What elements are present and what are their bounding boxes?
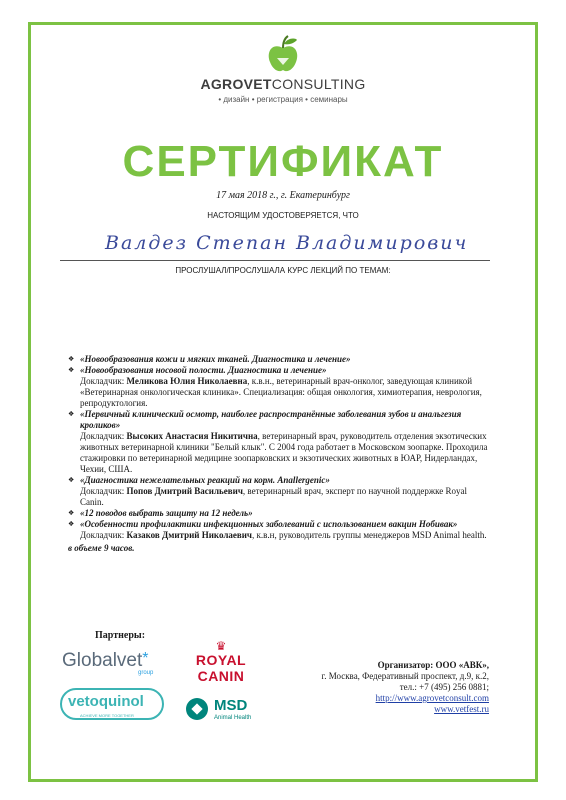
vetoquinol-logo: vetoquinol ACHIEVE MORE TOGETHER [60,688,165,724]
speaker-info: Докладчик: Попов Дмитрий Васильевич, ветеринарный врач, эксперт по научной поддержке Royal Canin. [80,486,468,507]
topic-item: ❖ «Новообразования носовой полости. Диагностика и лечение» [68,365,327,375]
bullet-icon: ❖ [68,476,75,484]
organizer-block [322,660,489,715]
globalvet-sub: group [138,670,154,676]
crown-icon: ♛ [215,639,227,653]
speaker-info: Докладчик: Меликова Юлия Николаевна, к.в.н., ветеринарный врач-онколог, заведующая клиникой «Ветеринарная онкологическая клиника». Специализация: общая онкология, химиотерапия, неврология, репродуктология. [80,376,482,408]
organizer-site-link[interactable]: http://www.agrovetconsult.com [375,693,489,703]
bullet-icon: ❖ [68,509,75,517]
topic-item: ❖ «Особенности профилактики инфекционных заболеваний с использованием вакцин Нобивак» [68,519,458,529]
msd-emblem-icon [186,698,208,720]
topic-item: ❖ «Диагностика нежелательных реакций на корм. Anallergenic» [68,475,330,485]
course-volume: в объеме 9 часов. [68,543,135,553]
globalvet-logo: Globalvet* [62,650,149,671]
bullet-icon: ❖ [68,355,75,363]
topic-item: ❖ «Первичный клинический осмотр, наиболее распространённые заболевания зубов и анальгезия кроликов» [68,409,462,430]
star-icon: * [142,650,149,667]
certificate-title: СЕРТИФИКАТ [122,137,444,186]
bullet-icon: ❖ [68,520,75,528]
speaker-info: Докладчик: Казаков Дмитрий Николаевич, к.в.н, руководитель группы менеджеров MSD Animal health. [80,530,487,540]
organizer-phone: тел.: +7 (495) 256 0881; [399,682,489,692]
certify-text: НАСТОЯЩИМ УДОСТОВЕРЯЕТСЯ, ЧТО [207,211,359,220]
topic-item: ❖ «12 поводов выбрать защиту на 12 недель» [68,508,253,518]
bullet-icon: ❖ [68,410,75,418]
brand-tagline: • дизайн • регистрация • семинары [218,95,348,104]
date-place: 17 мая 2018 г., г. Екатеринбург [216,190,350,201]
royal-canin-logo: ♛ ROYAL CANIN [176,640,266,684]
partners-label: Партнеры: [95,630,146,641]
vetfest-site-link[interactable]: www.vetfest.ru [434,704,489,714]
brand-name: AGROVETCONSULTING [200,76,366,92]
name-underline [60,260,490,261]
topic-item: ❖ «Новообразования кожи и мягких тканей. Диагностика и лечение» [68,354,351,364]
topics-list [68,354,488,563]
organizer-title: Организатор: ООО «АВК», [377,660,489,670]
speaker-info: Докладчик: Высоких Анастасия Никитична, ветеринарный врач, руководитель отделения экзотических животных ветеринарной клиники "Белый клык". С 2004 года работает в Московском зоопарке. Проходила стажировки по ветеринарной медицине зоопарковских и экзотических животных в ЮАР, Нидерландах, Чехии, США. [80,431,488,474]
bullet-icon: ❖ [68,366,75,374]
apple-logo-icon [262,34,304,76]
recipient-name: Валдез Степан Владимирович [105,232,469,254]
course-heading: ПРОСЛУШАЛ/ПРОСЛУШАЛА КУРС ЛЕКЦИЙ ПО ТЕМАМ: [175,266,391,275]
organizer-address: г. Москва, Федеративный проспект, д.9, к.2, [321,671,489,681]
